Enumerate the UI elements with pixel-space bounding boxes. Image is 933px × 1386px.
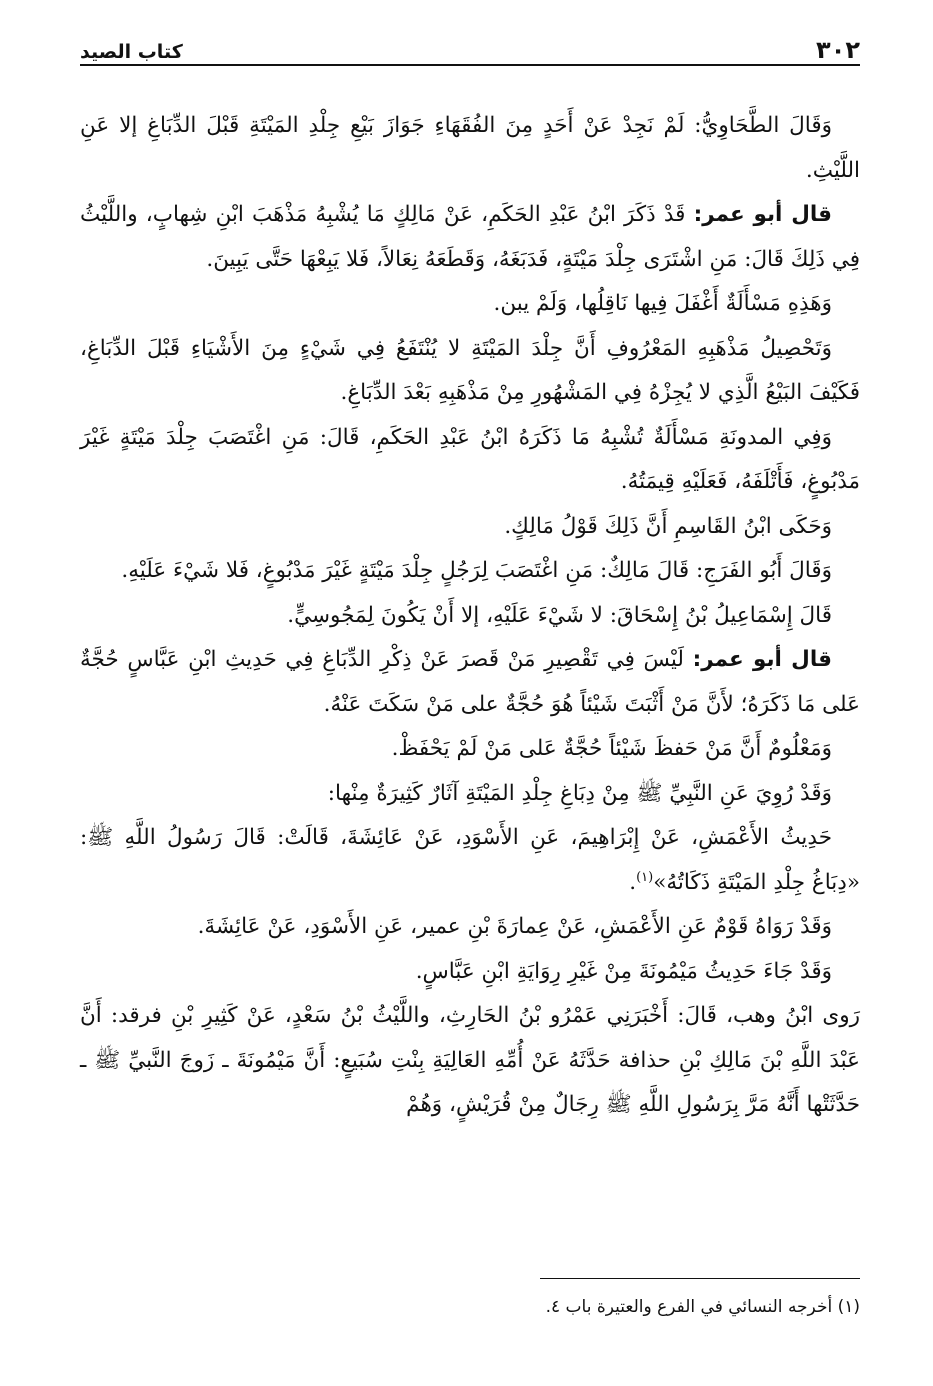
paragraph: [80, 416, 860, 505]
paragraph: [80, 950, 860, 995]
paragraph-text: رَوى ابْنُ وهب، قَالَ: أَخْبَرَنِي عَمْرُو بْنُ الحَارِثِ، واللَّيْثُ بْنُ سَعْدٍ، عَنْ كَثِيرِ بْنِ فرقد: أَنَّ عَبْدَ اللَّهِ بْنَ مَالِكِ بْنِ حذافة حَدَّثَهُ عَنْ أُمِّهِ العَالِيَةِ بِنْتِ سُبَيعٍ: أَنَّ مَيْمُونَةَ ـ زَوجَ النَّبيِّ ﷺ ـ حَدَّثَتْها أَنَّهُ مَرَّ بِرَسُولِ اللَّهِ ﷺ رِجَالٌ مِنْ قُرَيْشٍ، وَهُمْ: [80, 1003, 860, 1117]
paragraph-text: وَقَدْ رُوِيَ عَنِ النَّبِيِّ ﷺ مِنْ دِبَاغِ جِلْدِ المَيْتَةِ آثَارٌ كَثِيرَةٌ مِنْها:: [327, 780, 832, 806]
paragraph: [80, 282, 860, 327]
paragraph-text: لَيْسَ فِي تَقْصِيرِ مَنْ قَصرَ عَنْ ذِكْرِ الدِّبَاغِ فِي حَدِيثِ ابْنِ عَبَّاسٍ حُجَّةٌ عَلى مَا ذَكَرَهُ؛ لأَنَّ مَنْ أَثْبَتَ شَيْئاً هُوَ حُجَّةٌ على مَنْ سَكَتَ عَنْهُ.: [80, 647, 860, 717]
paragraph-text: وَقَالَ أَبُو الفَرَجِ: قَالَ مَالِكٌ: مَنِ اغْتَصَبَ لِرَجُلٍ جِلْدَ مَيْتَةٍ غَيْرَ مَدْبُوغٍ، فَلا شَيْءَ عَلَيْهِ.: [121, 558, 832, 583]
paragraph-lead: قال أبو عمر:: [693, 202, 832, 227]
paragraph: [80, 594, 860, 639]
paragraph-text: وَمَعْلُومٌ أَنَّ مَنْ حَفظَ شَيْئاً حُجَّةٌ عَلى مَنْ لَمْ يَحْفَظْ.: [391, 736, 832, 761]
paragraph-text: حَدِيثُ الأَعْمَشِ، عَنْ إِبْرَاهِيمَ، عَنِ الأَسْوَدِ، عَنْ عَائِشَةَ، قَالَتْ: قَالَ رَسُولُ اللَّهِ ﷺ: «دِبَاغُ جِلْدِ المَيْتَةِ ذَكَاتُهُ»: [80, 825, 860, 895]
running-header: [80, 28, 860, 66]
paragraph-text: قَالَ إِسْمَاعِيلُ بْنُ إِسْحَاقَ: لا شَيْءَ عَلَيْهِ، إلا أَنْ يَكُونَ لِمَجُوسِيٍّ.: [287, 602, 832, 628]
paragraph: [80, 727, 860, 772]
paragraph: [80, 104, 860, 193]
paragraph: [80, 193, 860, 282]
paragraph-text: وَفِي المدونَةِ مَسْأَلَةٌ تُشْبِهُ مَا ذَكَرَهُ ابْنُ عَبْدِ الحَكَمِ، قَالَ: مَنِ اغْتَصَبَ جِلْدَ مَيْتَةٍ غَيْرَ مَدْبُوغٍ، فَأَتْلَفَهُ، فَعَلَيْهِ قِيمَتُهُ.: [80, 424, 860, 494]
paragraph-text: وَحَكَى ابْنُ القَاسِمِ أَنَّ ذَلِكَ قَوْلُ مَالِكٍ.: [504, 513, 832, 539]
paragraph: [80, 638, 860, 727]
paragraph: [80, 772, 860, 817]
paragraph: [80, 816, 860, 905]
paragraph: [80, 549, 860, 594]
page-number: ٣٠٢: [816, 36, 860, 64]
paragraph: [80, 994, 860, 1128]
footnote: (١) أخرجه النسائي في الفرع والعتيرة باب ٤.: [545, 1297, 860, 1317]
paragraph: [80, 505, 860, 550]
body-text: [80, 104, 860, 1128]
paragraph-text: وَقَدْ جَاءَ حَدِيثُ مَيْمُونَةَ مِنْ غَيْرِ رِوَايَةِ ابْنِ عَبَّاسٍ.: [415, 958, 832, 984]
paragraph-text: وَهَذِهِ مَسْأَلَةٌ أَغْفَلَ فِيها نَاقِلُها، وَلَمْ يبن.: [493, 291, 832, 316]
footnote-reference[interactable]: (١): [636, 869, 654, 885]
book-page: [80, 28, 860, 1368]
paragraph: [80, 905, 860, 950]
paragraph-text: قَدْ ذَكَرَ ابْنُ عَبْدِ الحَكَمِ، عَنْ مَالِكٍ مَا يُشْبِهُ مَذْهَبَ ابْنِ شِهابٍ، واللَّيْثُ فِي ذَلِكَ قَالَ: مَنِ اشْتَرَى جِلْدَ مَيْتَةٍ، فَدَبَغَهُ، وَقَطَعَهُ نِعَالاً، فَلا يَبِعْهَا حَتَّى يَبِينَ.: [80, 202, 860, 272]
paragraph-text: وَقَالَ الطَّحَاوِيُّ: لَمْ نَجِدْ عَنْ أَحَدٍ مِنَ الفُقَهَاءِ جَوَازَ بَيْعِ جِلْدِ المَيْتَةِ قَبْلَ الدِّبَاغِ إلا عَنِ اللَّيْثِ.: [80, 113, 860, 183]
book-title: كتاب الصيد: [80, 41, 183, 63]
paragraph-lead: قال أبو عمر:: [692, 647, 832, 672]
paragraph-tail: .: [629, 869, 637, 895]
paragraph-text: وَقَدْ رَوَاهُ قَوْمٌ عَنِ الأَعْمَشِ، عَنْ عِمارَةَ بْنِ عمير، عَنِ الأَسْوَدِ، عَنْ عَائِشَةَ.: [197, 914, 832, 939]
paragraph-text: وَتَحْصِيلُ مَذْهَبِهِ المَعْرُوفِ أَنَّ جِلْدَ المَيْتَةِ لا يُنْتَفَعُ فِي شَيْءٍ مِنَ الأَشْيَاءِ قَبْلَ الدِّبَاغِ، فَكَيْفَ البَيْعُ الَّذِي لا يُجِزْهُ فِي المَشْهُورِ مِنْ مَذْهَبِهِ بَعْدَ الدِّبَاغِ.: [80, 335, 860, 405]
footnote-divider: [540, 1278, 860, 1279]
paragraph: [80, 327, 860, 416]
